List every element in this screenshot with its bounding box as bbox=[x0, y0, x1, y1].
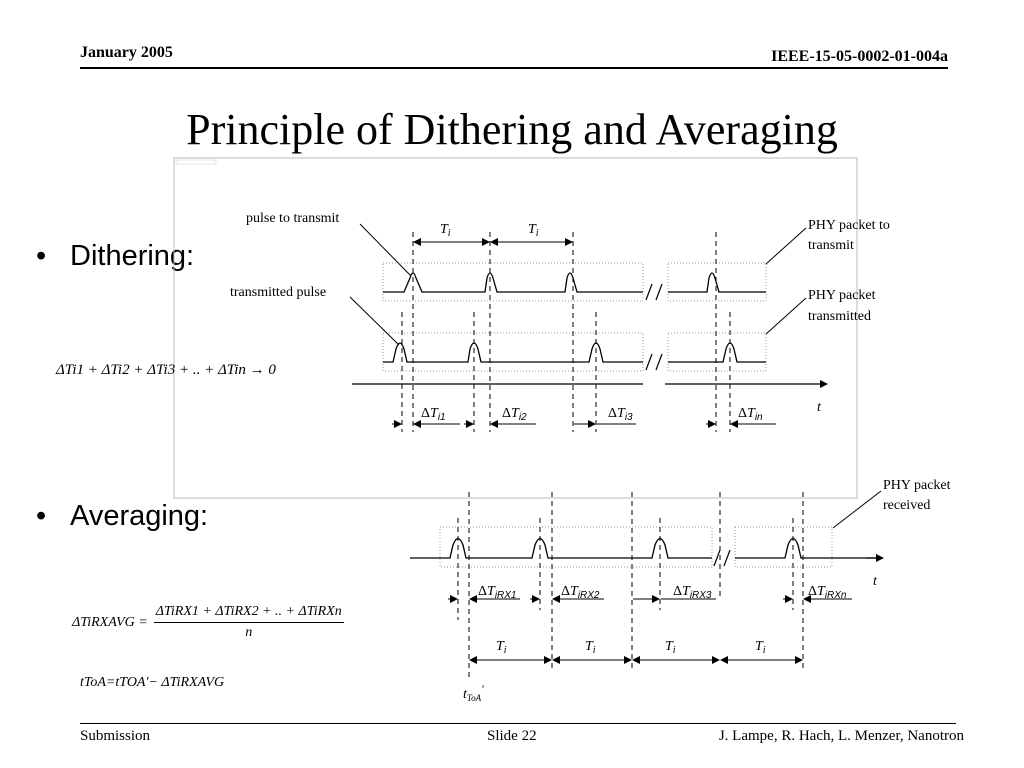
slide-title: Principle of Dithering and Averaging bbox=[186, 105, 838, 154]
break-marks-avg bbox=[714, 550, 730, 566]
delta-label-i2: $\Delta T_{i2}$ bbox=[502, 406, 527, 423]
label-phy-to-transmit-2: transmit bbox=[808, 238, 854, 253]
time-axis-label: t bbox=[817, 400, 821, 415]
svg-text:Ti: $T_i$ bbox=[496, 639, 507, 656]
leader-lines bbox=[350, 224, 881, 528]
footer-rule bbox=[80, 723, 956, 724]
header-doc-id: IEEE-15-05-0002-01-004a bbox=[771, 48, 948, 65]
avg-dash-lines bbox=[458, 492, 803, 680]
header-date: January 2005 bbox=[80, 44, 173, 61]
diagram-frame bbox=[174, 158, 857, 498]
period-labels-avg bbox=[496, 639, 766, 656]
formula-toa: tToA=tTOA'− ΔTiRXAVG bbox=[80, 675, 225, 690]
bullet-dot: • bbox=[36, 500, 47, 532]
period-labels-dither bbox=[440, 222, 539, 239]
formula-avg-numerator: ΔTiRX1 + ΔTiRX2 + .. + ΔTiRXn bbox=[154, 604, 344, 623]
delta-labels-avg bbox=[478, 584, 847, 601]
delta-label-irx1: $\Delta T_{iRX1}$ bbox=[478, 584, 517, 601]
svg-text:Ti: $T_i$ bbox=[755, 639, 766, 656]
row-transmitted-signal bbox=[383, 343, 766, 362]
delta-label-in: $\Delta T_{in}$ bbox=[738, 406, 763, 423]
formula-avg-lhs: ΔTiRXAVG = bbox=[72, 614, 148, 630]
break-marks-dither bbox=[646, 284, 662, 370]
delta-label-irx2: $\Delta T_{iRX2}$ bbox=[561, 584, 600, 601]
time-axis-avg-label: t bbox=[873, 574, 877, 589]
label-transmitted-pulse: transmitted pulse bbox=[230, 285, 327, 300]
frame-thumbnail bbox=[176, 160, 216, 164]
row-received-signal bbox=[410, 539, 880, 559]
delta-label-irxn: $\Delta T_{iRXn}$ bbox=[808, 584, 847, 601]
delta-label-i3: $\Delta T_{i3}$ bbox=[608, 406, 633, 423]
footer-submission: Submission bbox=[80, 728, 151, 744]
formula-avg-denominator: n bbox=[245, 625, 253, 640]
label-phy-transmitted-2: transmitted bbox=[808, 309, 871, 324]
toa-label: $t_{ToA}'$ bbox=[463, 682, 484, 703]
dither-dash-lines bbox=[402, 232, 730, 432]
row-to-transmit-signal bbox=[383, 273, 766, 292]
svg-text:Ti: $T_i$ bbox=[528, 222, 539, 239]
formula-dither-sum: ΔTi1 + ΔTi2 + ΔTi3 + .. + ΔTin → 0 bbox=[56, 362, 276, 378]
svg-text:Ti: $T_i$ bbox=[585, 639, 596, 656]
label-phy-transmitted-1: PHY packet bbox=[808, 288, 876, 303]
bullet-label: Averaging: bbox=[70, 500, 209, 532]
bullet-dot: • bbox=[36, 240, 47, 272]
label-phy-received-1: PHY packet bbox=[883, 478, 951, 493]
svg-text:Ti: $T_i$ bbox=[665, 639, 676, 656]
svg-text:Ti: $T_i$ bbox=[440, 222, 451, 239]
delta-label-irx3: $\Delta T_{iRX3}$ bbox=[673, 584, 712, 601]
footer-authors: J. Lampe, R. Hach, L. Menzer, Nanotron bbox=[718, 728, 964, 744]
delta-labels-dither bbox=[421, 406, 763, 423]
label-phy-to-transmit-1: PHY packet to bbox=[808, 218, 890, 233]
delta-label-i1: $\Delta T_{i1}$ bbox=[421, 406, 446, 423]
label-phy-received-2: received bbox=[883, 498, 931, 513]
formula-avg bbox=[72, 604, 344, 641]
bullet-label: Dithering: bbox=[70, 240, 195, 272]
label-pulse-to-transmit: pulse to transmit bbox=[246, 211, 340, 226]
footer-slide-number: Slide 22 bbox=[487, 728, 537, 744]
